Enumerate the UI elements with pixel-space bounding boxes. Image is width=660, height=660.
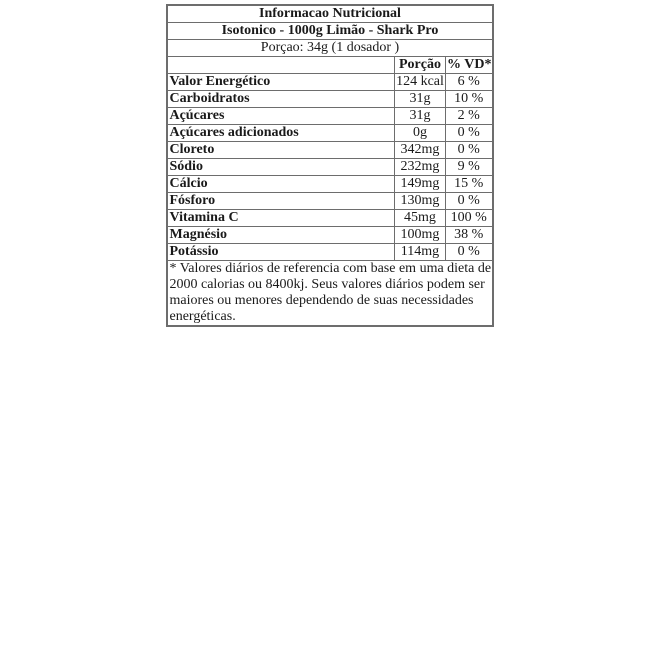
empty-header-cell <box>167 57 394 74</box>
nutrient-vd: 100 % <box>445 210 492 227</box>
nutrient-portion: 45mg <box>394 210 445 227</box>
nutrient-name: Potássio <box>167 244 394 261</box>
table-row <box>167 108 492 125</box>
footnote-line: maiores ou menores dependendo de suas necessidades <box>169 293 474 308</box>
table-row <box>167 125 492 142</box>
nutrient-portion: 124 kcal <box>396 74 444 89</box>
nutrient-name: Vitamina C <box>167 210 394 227</box>
table-row <box>167 91 492 108</box>
nutrient-portion: 232mg <box>394 159 445 176</box>
nutrient-portion: 0g <box>394 125 445 142</box>
nutrient-name: Açúcares <box>167 108 394 125</box>
nutrient-name: Carboidratos <box>167 91 394 108</box>
nutrient-name: Magnésio <box>167 227 394 244</box>
nutrient-vd: 15 % <box>445 176 492 193</box>
nutrient-vd: 9 % <box>445 159 492 176</box>
nutrient-vd: 0 % <box>445 142 492 159</box>
nutrient-vd: 2 % <box>445 108 492 125</box>
nutrient-name: Sódio <box>167 159 394 176</box>
nutrient-vd: 10 % <box>445 91 492 108</box>
nutrient-portion: 130mg <box>394 193 445 210</box>
nutrient-name: Fósforo <box>167 193 394 210</box>
table-row <box>167 142 492 159</box>
table-row <box>167 244 492 261</box>
table-row <box>167 159 492 176</box>
nutrient-portion: 114mg <box>394 244 445 261</box>
nutrient-name: Cloreto <box>167 142 394 159</box>
nutrient-vd: 0 % <box>445 125 492 142</box>
table-row <box>167 210 492 227</box>
nutrient-portion: 342mg <box>394 142 445 159</box>
column-header-portion: Porção <box>394 57 445 74</box>
table-row <box>167 23 492 40</box>
nutrient-vd: 0 % <box>445 244 492 261</box>
table-row <box>167 5 492 23</box>
footnote-line: energéticas. <box>169 309 236 324</box>
table-row <box>167 193 492 210</box>
column-header-vd: % VD* <box>446 57 492 72</box>
footnote-line: 2000 calorias ou 8400kj. Seus valores diários podem ser <box>169 277 485 292</box>
table-row <box>167 74 492 91</box>
nutrient-name: Açúcares adicionados <box>167 125 394 142</box>
table-header-row <box>167 57 492 74</box>
nutrient-portion: 149mg <box>394 176 445 193</box>
serving-size: Porçao: 34g (1 dosador ) <box>167 40 492 57</box>
nutrient-name: Valor Energético <box>167 74 394 91</box>
footnote-line: * Valores diários de referencia com base em uma dieta de <box>169 261 492 276</box>
table-row <box>167 176 492 193</box>
nutrient-name: Cálcio <box>167 176 394 193</box>
nutrient-vd: 6 % <box>445 74 492 91</box>
product-subtitle: Isotonico - 1000g Limão - Shark Pro <box>167 23 492 40</box>
table-footer-row <box>167 261 492 327</box>
nutrient-portion: 31g <box>394 108 445 125</box>
table-title: Informacao Nutricional <box>167 5 492 23</box>
nutrient-portion: 31g <box>394 91 445 108</box>
nutrition-facts-table <box>166 4 493 327</box>
table-row <box>167 227 492 244</box>
nutrient-vd: 0 % <box>445 193 492 210</box>
table-row <box>167 40 492 57</box>
nutrient-vd: 38 % <box>445 227 492 244</box>
nutrient-portion: 100mg <box>394 227 445 244</box>
daily-values-footnote <box>167 261 492 327</box>
